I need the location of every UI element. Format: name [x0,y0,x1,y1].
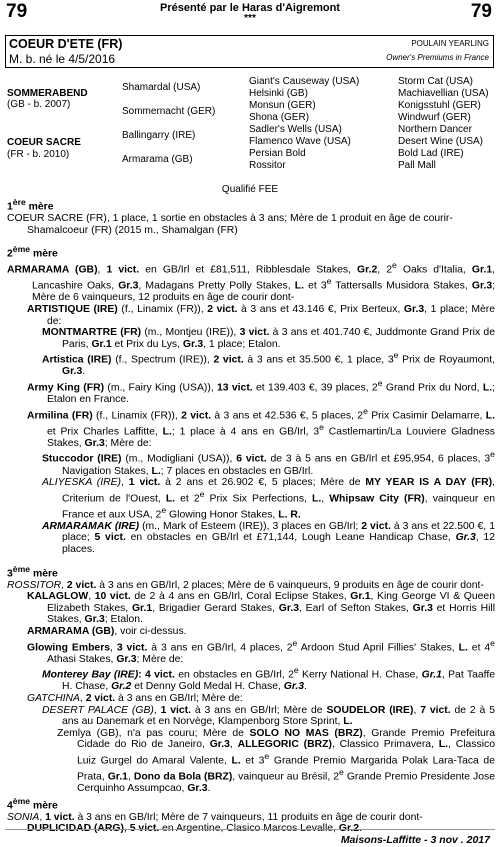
horse-birth: M. b. né le 4/5/2016 [9,52,116,66]
pedigree-gen4: Storm Cat (USA) [398,76,474,87]
sire-info: (GB - b. 2007) [7,99,71,110]
produce-entry: DUPLICIDAD (ARG), 5 vict. en Argentine, Clasico Marcos Levalle, Gr.2. [27,823,362,835]
pedigree-gen3: Rossitor [249,160,286,171]
pedigree-gen4: Desert Wine (USA) [398,136,484,147]
pedigree-gen3: Helsinki (GB) [249,88,308,99]
produce-entry: Monterey Bay (IRE): 4 vict. en obstacles en GB/Irl, 2e Kerry National H. Chase, Gr.1, Pat Taaffe H. Chase, Gr.2 et Denny Gold Medal H. Chase, Gr.3. [42,665,495,693]
pedigree-gen2: Shamardal (USA) [122,82,201,93]
pedigree-gen3: Giant's Causeway (USA) [249,76,360,87]
produce-entry: KALAGLOW, 10 vict. de 2 à 4 ans en GB/Irl, Coral Eclipse Stakes, Gr.1, King George VI & Queen Elizabeth Stakes, Gr.1, Brigadier Gerard Stakes, Gr.3, Earl of Sefton Stakes, Gr.3 et Horris Hill Stakes, Gr.3; Etalon. [27,591,496,626]
produce-entry: Zemlya (GB), n'a pas couru; Mère de SOLO NO MAS (BRZ), Grande Premio Prefeitura Cidade do Rio de Janeiro, Gr.3, ALLEGORIC (BRZ), Classico Primavera, L., Classico Luiz Gurgel do Amaral Valente, L. et 3e Grande Premio Margarida Polak Lara-Taca de Prata, Gr.1, Dono da Bola (BRZ), vainqueur au Brésil, 2e Grande Premio Presidente Jose Cerquinho Assumpcao, Gr.3. [57,727,496,795]
produce-entry: ALIYESKA (IRE), 1 vict. à 2 ans et 26.902 €, 5 places; Mère de MY YEAR IS A DAY (FR), Criterium de l'Ouest, L. et 2e Prix Six Perfections, L., Whipsaw City (FR), vainqueur en France et aux USA, 2e Glowing Honor Stakes, L. R. [42,477,495,521]
dam-info: (FR - b. 2010) [7,149,70,160]
section-heading-2: 2ème mère [7,244,58,260]
pedigree-gen2: Armarama (GB) [122,154,193,165]
pedigree-gen4: Pall Mall [398,160,436,171]
produce-entry: ARTISTIQUE (IRE) (f., Linamix (FR)), 2 vict. à 3 ans et 43.146 €, Prix Berteux, Gr.3, 1 place; Mère de: [27,304,496,327]
produce-entry: Glowing Embers, 3 vict. à 3 ans en GB/Irl, 4 places, 2e Ardoon Stud April Fillies' Stakes, L. et 4e Athasi Stakes, Gr.3; Mère de: [27,637,495,665]
sale-type: POULAIN YEARLING [411,39,489,48]
section-heading-1: 1ère mère [7,197,54,213]
produce-entry: ARMARAMA (GB), voir ci-dessus. [27,626,187,638]
consignor-title: Présenté par le Haras d'Aigremont [160,2,340,14]
produce-entry: DESERT PALACE (GB), 1 vict. à 3 ans en GB/Irl; Mère de SOUDELOR (IRE), 7 vict. de 2 à 5 ans au Danemark et en Norvège, Klampenborg Store Sprint, L. [42,704,495,728]
produce-entry: Army King (FR) (m., Fairy King (USA)), 13 vict. et 139.403 €, 39 places, 2e Grand Prix du Nord, L.; Etalon en France. [27,378,495,406]
pedigree-gen2: Sommernacht (GER) [122,106,216,117]
pedigree-gen3: Monsun (GER) [249,100,316,111]
pedigree-gen3: Persian Bold [249,148,306,159]
sale-footer: Maisons-Laffitte - 3 nov . 2017 [340,834,490,846]
granddam-entry: ARMARAMA (GB), 1 vict. en GB/Irl et £81,511, Ribblesdale Stakes, Gr.2, 2e Oaks d'Italia, Gr.1, Lancashire Oaks, Gr.3, Madagans Pretty Polly Stakes, L. et 3e Tattersalls Musidora Stakes, Gr.3; Mère de 6 vainqueurs, 12 produits en âge de courir dont- [7,260,495,304]
pedigree-gen4: Windwurf (GER) [398,112,471,123]
horse-title-box [5,35,494,68]
produce-entry: Artistica (IRE) (f., Spectrum (IRE)), 2 vict. à 3 ans et 35.500 €, 1 place, 3e Prix de Royaumont, Gr.3. [42,350,495,378]
lot-number-right: 79 [470,1,492,22]
pedigree-gen3: Flamenco Wave (USA) [249,136,351,147]
produce-entry: MONTMARTRE (FR) (m., Montjeu (IRE)), 3 vict. à 3 ans et 401.740 €, Juddmonte Grand Prix de Paris, Gr.1 et Prix du Lys, Gr.3, 1 place; Etalon. [42,327,495,350]
footer-divider [5,829,495,830]
pedigree-gen2: Ballingarry (IRE) [122,130,196,141]
pedigree-gen4: Bold Lad (IRE) [398,148,464,159]
qualification: Qualifié FEE [221,184,279,195]
pedigree-gen4: Machiavellian (USA) [398,88,489,99]
section-heading-3: 3ème mère [7,563,58,580]
family-notes [7,197,495,835]
horse-name: COEUR D'ETE (FR) [9,37,123,51]
produce-entry: GATCHINA, 2 vict. à 3 ans en GB/Irl; Mère de: [27,692,243,704]
pedigree-gen3: Sadler's Wells (USA) [249,124,342,135]
dam-name: COEUR SACRE [7,137,81,148]
pedigree-gen3: Shona (GER) [249,112,310,123]
produce-entry: ARMARAMAK (IRE) (m., Mark of Esteem (IRE)), 3 places en GB/Irl; 2 vict. à 3 ans et 22.500 €, 1 place; 5 vict. en obstacles en GB/Irl et £71,144, Lough Leane Handicap Chase, Gr.3, 12 places. [42,520,495,555]
fourth-dam-entry: SONIA, 1 vict. à 3 ans en GB/Irl; Mère de 7 vainqueurs, 11 produits en âge de courir dont- [7,811,423,823]
third-dam-entry: ROSSITOR, 2 vict. à 3 ans en GB/Irl, 2 places; Mère de 6 vainqueurs, 9 produits en âge de courir dont- [7,579,484,591]
consignor-stars: *** [244,13,256,24]
section-heading-4: 4ème mère [7,795,58,812]
pedigree-gen4: Konigsstuhl (GER) [398,100,481,111]
produce-entry: Armilina (FR) (f., Linamix (FR)), 2 vict. à 3 ans et 42.536 €, 5 places, 2e Prix Casimir Delamarre, L. et Prix Charles Laffitte, L.; 1 place à 4 ans en GB/Irl, 3e Castlemartin/La Louviere Gladness Stakes, Gr.3; Mère de: [27,405,496,449]
sire-name: SOMMERABEND [7,88,88,99]
produce-entry: Shamalcoeur (FR) (2015 m., Shamalgan (FR) [27,224,238,236]
produce-entry: Stuccodor (IRE) (m., Modigliani (USA)), 6 vict. de 3 à 5 ans en GB/Irl et £95,954, 6 places, 3e Navigation Stakes, L.; 7 places en obstacles en GB/Irl. [42,449,495,477]
owner-premiums: Owner's Premiums in France [386,53,489,62]
pedigree-gen4: Northern Dancer [398,124,472,135]
dam-entry: COEUR SACRE (FR), 1 place, 1 sortie en obstacles à 3 ans; Mère de 1 produit en âge de courir- [7,213,453,225]
lot-number-left: 79 [6,1,28,22]
